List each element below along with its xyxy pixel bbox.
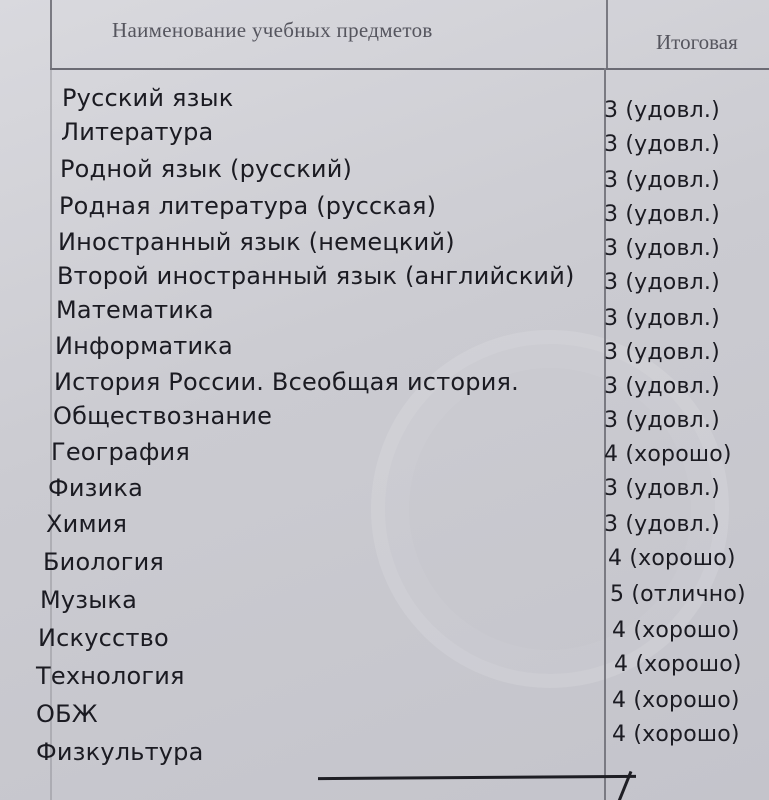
final-grade: 3 (удовл.): [604, 374, 720, 399]
table-header: [50, 0, 769, 70]
final-grade: 4 (хорошо): [604, 442, 732, 467]
subject-name: Обществознание: [53, 402, 273, 430]
subject-name: Искусство: [38, 624, 169, 652]
subject-name: Математика: [56, 296, 214, 324]
header-subjects-cell: [50, 0, 608, 68]
final-grade: 5 (отлично): [610, 582, 746, 607]
subject-name: Технология: [36, 662, 185, 690]
subject-name: География: [51, 438, 190, 466]
final-grade: 4 (хорошо): [612, 688, 740, 713]
left-border: [50, 68, 52, 800]
final-grade: 4 (хорошо): [612, 722, 740, 747]
final-grade: 4 (хорошо): [608, 546, 736, 571]
subject-name: Информатика: [55, 332, 233, 360]
final-grade: 3 (удовл.): [604, 168, 720, 193]
signature-line: [318, 775, 636, 780]
final-grade: 4 (хорошо): [612, 618, 740, 643]
subject-name: Родная литература (русская): [59, 192, 437, 220]
subject-name: История России. Всеобщая история.: [54, 368, 519, 396]
subject-name: Химия: [46, 510, 128, 538]
subject-name: Второй иностранный язык (английский): [57, 262, 575, 290]
final-grade: 3 (удовл.): [604, 98, 720, 123]
subject-name: Физика: [48, 474, 144, 502]
final-grade: 3 (удовл.): [604, 408, 720, 433]
subject-name: Русский язык: [62, 84, 234, 112]
final-grade: 3 (удовл.): [604, 236, 720, 261]
final-grade: 3 (удовл.): [604, 202, 720, 227]
header-subjects-label: Наименование учебных предметов: [112, 18, 433, 42]
subject-name: Литература: [61, 118, 214, 146]
header-grade-cell: [606, 0, 769, 68]
final-grade: 3 (удовл.): [604, 340, 720, 365]
subject-name: Родной язык (русский): [60, 155, 353, 183]
final-grade: 3 (удовл.): [604, 270, 720, 295]
final-grade: 3 (удовл.): [604, 512, 720, 537]
subject-name: Музыка: [40, 586, 138, 614]
subject-name: ОБЖ: [36, 700, 98, 728]
final-grade: 4 (хорошо): [614, 652, 742, 677]
subject-name: Физкультура: [36, 738, 204, 766]
final-grade: 3 (удовл.): [604, 132, 720, 157]
subject-name: Иностранный язык (немецкий): [58, 228, 455, 256]
final-grade: 3 (удовл.): [604, 306, 720, 331]
header-grade-label: Итоговая: [656, 30, 738, 54]
final-grade: 3 (удовл.): [604, 476, 720, 501]
subject-name: Биология: [43, 548, 165, 576]
